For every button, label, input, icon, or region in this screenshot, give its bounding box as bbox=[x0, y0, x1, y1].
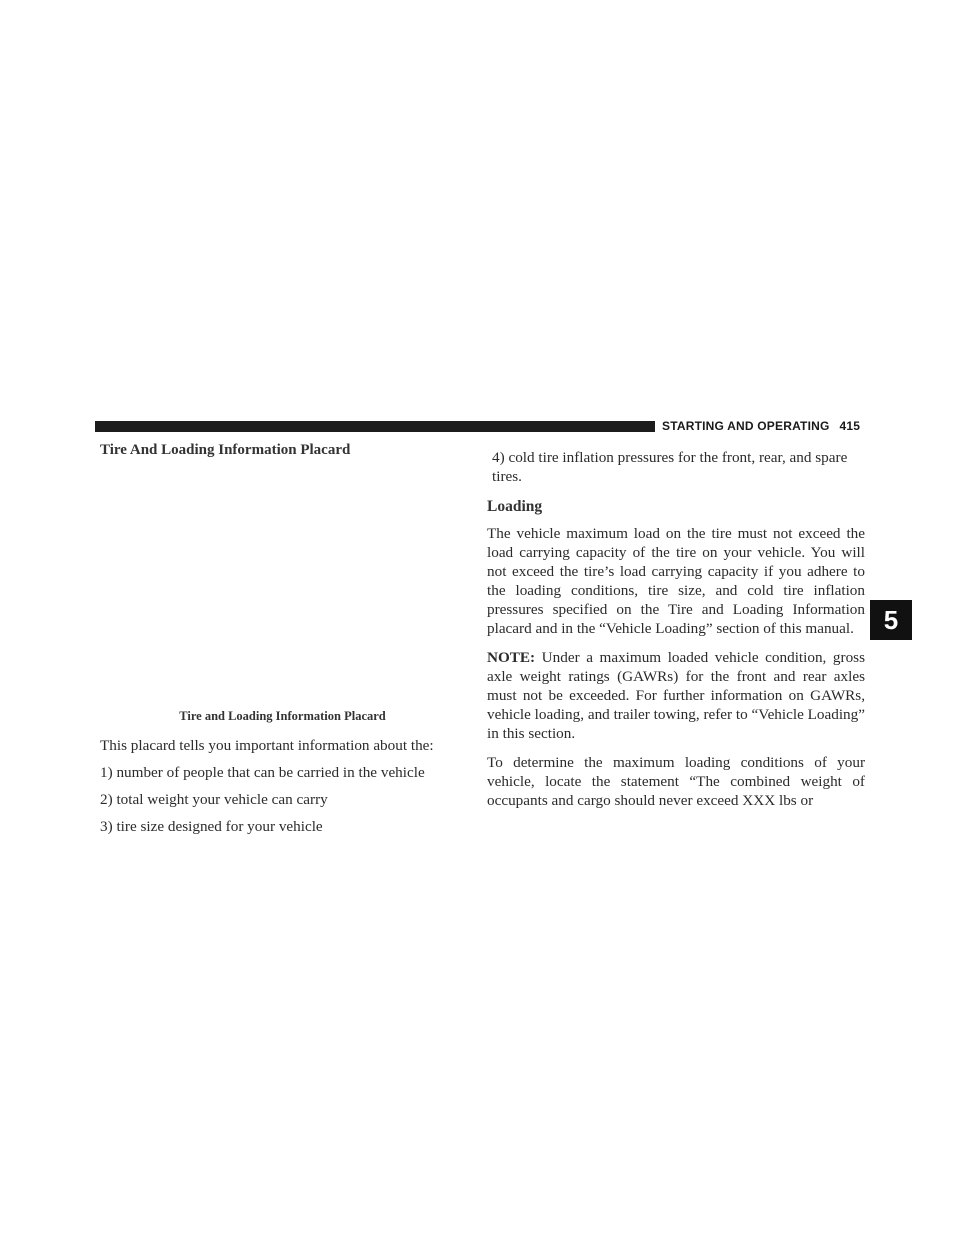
loading-paragraph: The vehicle maximum load on the tire must not exceed the load carrying capacity of the tire on your vehicle. You will not exceed the tire’s load carrying capacity if you adhere to the loading conditions, tire size, and cold tire inflation pressures specified on the Tire and Loading Information placard and in the “Vehicle Loading” section of this manual. bbox=[487, 525, 865, 637]
list-item: 2) total weight your vehicle can carry bbox=[100, 791, 328, 808]
list-item: 4) cold tire inflation pressures for the front, rear, and spare tires. bbox=[492, 449, 848, 485]
figure-caption: Tire and Loading Information Placard bbox=[179, 709, 386, 723]
determine-paragraph: To determine the maximum loading conditions of your vehicle, locate the statement “The combined weight of occupants and cargo should never exceed XXX lbs or bbox=[487, 754, 865, 809]
placard-heading: Tire And Loading Information Placard bbox=[100, 442, 351, 458]
chapter-tab: 5 bbox=[870, 600, 912, 640]
running-header bbox=[662, 419, 860, 433]
note-text: Under a maximum loaded vehicle condition, gross axle weight ratings (GAWRs) for the front and rear axles must not be exceeded. For further information on GAWRs, vehicle loading, and trailer towing, refer to “Vehicle Loading” in this section. bbox=[487, 649, 865, 742]
intro-paragraph: This placard tells you important information about the: bbox=[100, 737, 434, 754]
page-number: 415 bbox=[839, 419, 861, 433]
header-rule bbox=[95, 421, 655, 432]
note-label: NOTE: bbox=[487, 649, 536, 666]
note-paragraph bbox=[487, 648, 865, 743]
left-column bbox=[100, 442, 465, 844]
list-item: 3) tire size designed for your vehicle bbox=[100, 818, 323, 835]
placard-figure bbox=[100, 459, 465, 709]
section-title-header: STARTING AND OPERATING bbox=[662, 419, 830, 433]
list-item: 1) number of people that can be carried in the vehicle bbox=[100, 764, 425, 781]
loading-heading: Loading bbox=[487, 498, 543, 515]
right-column bbox=[487, 448, 865, 820]
